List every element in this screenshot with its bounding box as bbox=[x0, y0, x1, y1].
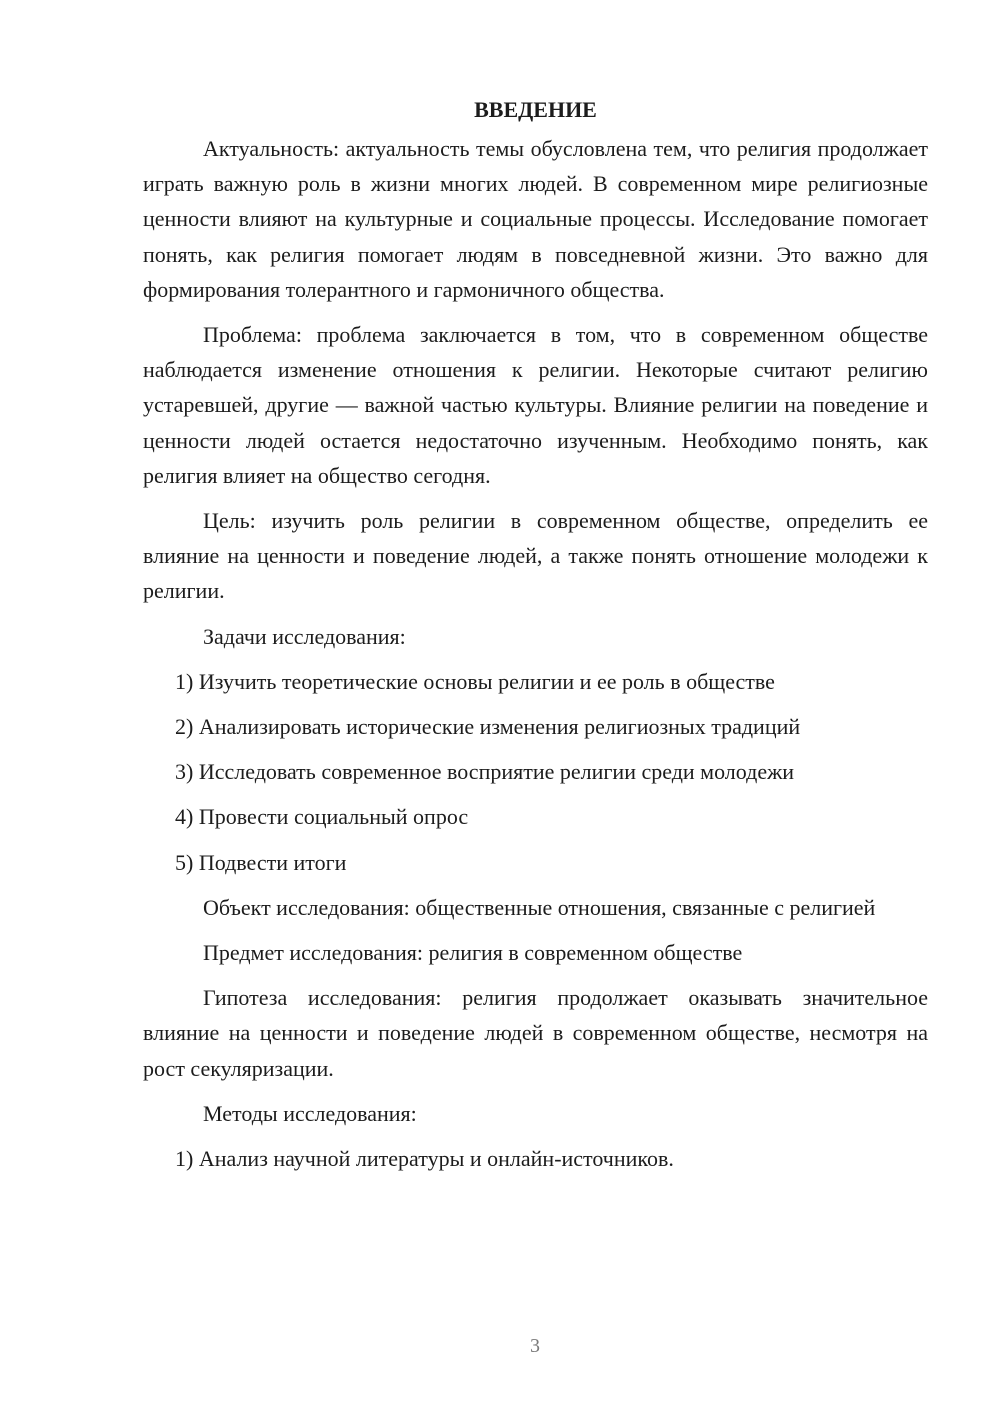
methods-list bbox=[143, 1141, 928, 1176]
task-item-4: 4) Провести социальный опрос bbox=[175, 804, 469, 830]
object-paragraph: Объект исследования: общественные отношения, связанные с религией bbox=[203, 894, 876, 920]
page-number: 3 bbox=[530, 1335, 540, 1357]
subject-paragraph: Предмет исследования: религия в современном обществе bbox=[203, 940, 743, 966]
goal-paragraph: Цель: изучить роль религии в современном обществе, определить ее влияние на ценности и поведение людей, а также понять отношение молодежи к религии. bbox=[143, 508, 928, 604]
task-item-3: 3) Исследовать современное восприятие религии среди молодежи bbox=[175, 759, 795, 785]
task-item-2: 2) Анализировать исторические изменения религиозных традиций bbox=[175, 714, 801, 740]
tasks-heading: Задачи исследования: bbox=[203, 623, 406, 649]
document-page bbox=[143, 92, 928, 1186]
tasks-list bbox=[143, 664, 928, 880]
hypothesis-paragraph: Гипотеза исследования: религия продолжает оказывать значительное влияние на ценности и поведение людей в современном обществе, несмотря на рост секуляризации. bbox=[143, 985, 928, 1081]
task-item-5: 5) Подвести итоги bbox=[175, 849, 347, 875]
method-item-1: 1) Анализ научной литературы и онлайн-источников. bbox=[175, 1146, 674, 1172]
relevance-paragraph: Актуальность: актуальность темы обусловлена тем, что религия продолжает играть важную роль в жизни многих людей. В современном мире религиозные ценности влияют на культурные и социальные процессы. Исследование помогает понять, как религия помогает людям в повседневной жизни. Это важно для формирования толерантного и гармоничного общества. bbox=[143, 136, 928, 302]
problem-paragraph: Проблема: проблема заключается в том, что в современном обществе наблюдается изменение отношения к религии. Некоторые считают религию устаревшей, другие — важной частью культуры. Влияние религии на поведение и ценности людей остается недостаточно изученным. Необходимо понять, как религия влияет на общество сегодня. bbox=[143, 322, 928, 488]
task-item-1: 1) Изучить теоретические основы религии и ее роль в обществе bbox=[175, 668, 775, 694]
section-title: ВВЕДЕНИЕ bbox=[474, 97, 597, 122]
methods-heading: Методы исследования: bbox=[203, 1100, 417, 1126]
